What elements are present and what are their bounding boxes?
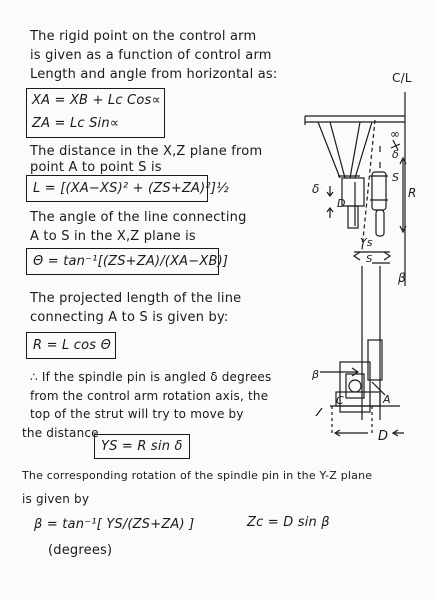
s-label: S xyxy=(392,171,399,184)
d-upper-label: D xyxy=(337,197,346,210)
equation-za: ZA = Lc Sin∝ xyxy=(32,116,120,131)
equation-xa: XA = XB + Lc Cos∝ xyxy=(32,93,161,108)
equation-l: L = [(XA−XS)² + (ZS+ZA)²]½ xyxy=(33,181,229,196)
delta-left-label: δ xyxy=(312,182,320,196)
beta-side-label: β xyxy=(312,368,320,381)
text-line: point A to point S is xyxy=(30,160,162,175)
equation-beta: β = tan⁻¹[ YS/(ZS+ZA) ] xyxy=(34,517,195,532)
text-line: connecting A to S is given by: xyxy=(30,310,229,325)
s2-label: S xyxy=(366,254,373,265)
equation-theta: Θ = tan⁻¹[(ZS+ZA)/(XA−XB)] xyxy=(33,254,229,269)
text-line: The rigid point on the control arm xyxy=(30,29,257,44)
text-line: from the control arm rotation axis, the xyxy=(30,389,269,403)
text-line: The angle of the line connecting xyxy=(30,210,247,225)
ys-label: Ys xyxy=(360,236,373,249)
beta-label: β xyxy=(398,271,406,285)
text-line: the distance xyxy=(22,426,99,440)
text-line: ∴ If the spindle pin is angled δ degrees xyxy=(30,370,272,384)
text-line: A to S in the X,Z plane is xyxy=(30,229,196,244)
infinity-label: ∞ xyxy=(390,127,400,141)
text-line: The distance in the X,Z plane from xyxy=(30,144,263,159)
delta-label: δ xyxy=(392,148,399,161)
text-line: The corresponding rotation of the spindle pin in the Y-Z plane xyxy=(22,469,373,482)
equation-r: R = L cos Θ xyxy=(33,338,112,353)
c-label: C xyxy=(336,394,344,407)
r-label: R xyxy=(408,186,417,200)
text-line: The projected length of the line xyxy=(30,291,242,306)
degrees-label: (degrees) xyxy=(48,543,113,558)
text-line: top of the strut will try to move by xyxy=(30,407,244,421)
text-line: is given as a function of control arm xyxy=(30,48,272,63)
a-label: A xyxy=(383,393,391,406)
d-lower-label: D xyxy=(378,429,389,444)
centerline-label: C/L xyxy=(392,71,412,85)
text-line: Length and angle from horizontal as: xyxy=(30,67,278,82)
text-line: is given by xyxy=(22,492,90,506)
equation-ys: YS = R sin δ xyxy=(101,439,183,454)
equation-zc: Zc = D sin β xyxy=(247,515,330,530)
